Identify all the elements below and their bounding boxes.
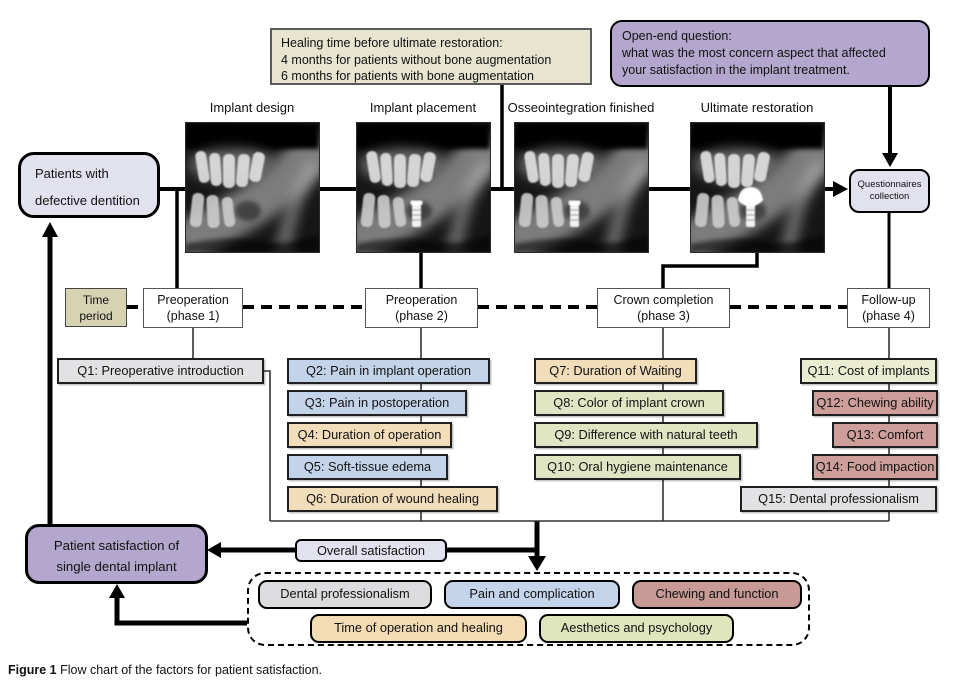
- healing-note-line: 6 months for patients with bone augmentation: [281, 69, 534, 83]
- phase-box-1: [143, 288, 243, 328]
- question-box-q12: Q12: Chewing ability: [812, 390, 938, 416]
- questionnaires-collection-box: [849, 169, 930, 213]
- phase-box-2: [365, 288, 478, 328]
- figure-caption: [8, 663, 322, 677]
- phase-number: (phase 1): [166, 309, 220, 323]
- phase-name: Crown completion: [613, 292, 714, 307]
- category-box-time-of-operation-and-healing: Time of operation and healing: [310, 614, 527, 643]
- open-end-line: your satisfaction in the implant treatment.: [622, 63, 850, 77]
- qc-line: collection: [869, 191, 910, 202]
- xray-implant-placement: [357, 123, 490, 252]
- category-box-chewing-and-function: Chewing and function: [632, 580, 802, 609]
- open-end-question-note: [610, 20, 930, 87]
- open-end-line: Open-end question:: [622, 29, 732, 43]
- qc-line: Questionnaires: [857, 179, 922, 190]
- category-box-dental-professionalism: Dental professionalism: [258, 580, 432, 609]
- figure-caption-text: Flow chart of the factors for patient satisfaction.: [56, 663, 323, 677]
- stage-label-2: Implant placement: [369, 100, 477, 115]
- question-box-q5: Q5: Soft-tissue edema: [287, 454, 448, 480]
- time-period-box: [65, 288, 127, 327]
- patients-entry-box: [18, 152, 160, 218]
- entry-line: Patients with: [35, 166, 109, 181]
- healing-time-note: [270, 28, 592, 85]
- category-box-pain-and-complication: Pain and complication: [444, 580, 620, 609]
- time-period-line: period: [79, 308, 113, 323]
- patient-satisfaction-line: single dental implant: [56, 559, 177, 574]
- category-box-aesthetics-and-psychology: Aesthetics and psychology: [539, 614, 734, 643]
- question-box-q10: Q10: Oral hygiene maintenance: [534, 454, 741, 480]
- phase-name: Preoperation: [385, 292, 458, 307]
- phase-number: (phase 2): [395, 309, 448, 323]
- question-box-q13: Q13: Comfort: [832, 422, 938, 448]
- open-end-line: what was the most concern aspect that affected: [622, 46, 886, 60]
- stage-label-1: Implant design: [209, 100, 295, 115]
- question-box-q4: Q4: Duration of operation: [287, 422, 452, 448]
- phase-number: (phase 3): [637, 309, 690, 323]
- question-box-q1: Q1: Preoperative introduction: [57, 358, 264, 384]
- phase-box-3: [597, 288, 730, 328]
- question-box-q9: Q9: Difference with natural teeth: [534, 422, 758, 448]
- question-box-q11: Q11: Cost of implants: [800, 358, 937, 384]
- stage-label-4: Ultimate restoration: [700, 100, 814, 115]
- question-box-q2: Q2: Pain in implant operation: [287, 358, 490, 384]
- patient-satisfaction-box: [25, 524, 208, 584]
- healing-note-line: Healing time before ultimate restoration:: [281, 36, 503, 50]
- stage-label-3: Osseointegration finished: [507, 100, 655, 115]
- question-box-q6: Q6: Duration of wound healing: [287, 486, 498, 512]
- entry-line: defective dentition: [35, 193, 140, 208]
- phase-name: Preoperation: [157, 292, 229, 307]
- patient-satisfaction-line: Patient satisfaction of: [53, 538, 180, 553]
- question-box-q15: Q15: Dental professionalism: [740, 486, 937, 512]
- healing-note-line: 4 months for patients without bone augmentation: [281, 52, 552, 67]
- question-box-q3: Q3: Pain in postoperation: [287, 390, 467, 416]
- phase-box-4: [847, 288, 930, 328]
- overall-satisfaction-box: Overall satisfaction: [295, 539, 447, 562]
- phase-name: Follow-up: [861, 292, 916, 307]
- question-box-q14: Q14: Food impaction: [812, 454, 938, 480]
- phase-number: (phase 4): [862, 309, 915, 323]
- xray-ultimate-restoration: [691, 123, 824, 252]
- question-box-q7: Q7: Duration of Waiting: [534, 358, 697, 384]
- figure-caption-label: Figure 1: [8, 663, 57, 677]
- xray-osseointegration-finished: [515, 123, 648, 252]
- question-box-q8: Q8: Color of implant crown: [534, 390, 724, 416]
- xray-implant-design: [186, 123, 319, 252]
- time-period-line: Time: [82, 292, 110, 307]
